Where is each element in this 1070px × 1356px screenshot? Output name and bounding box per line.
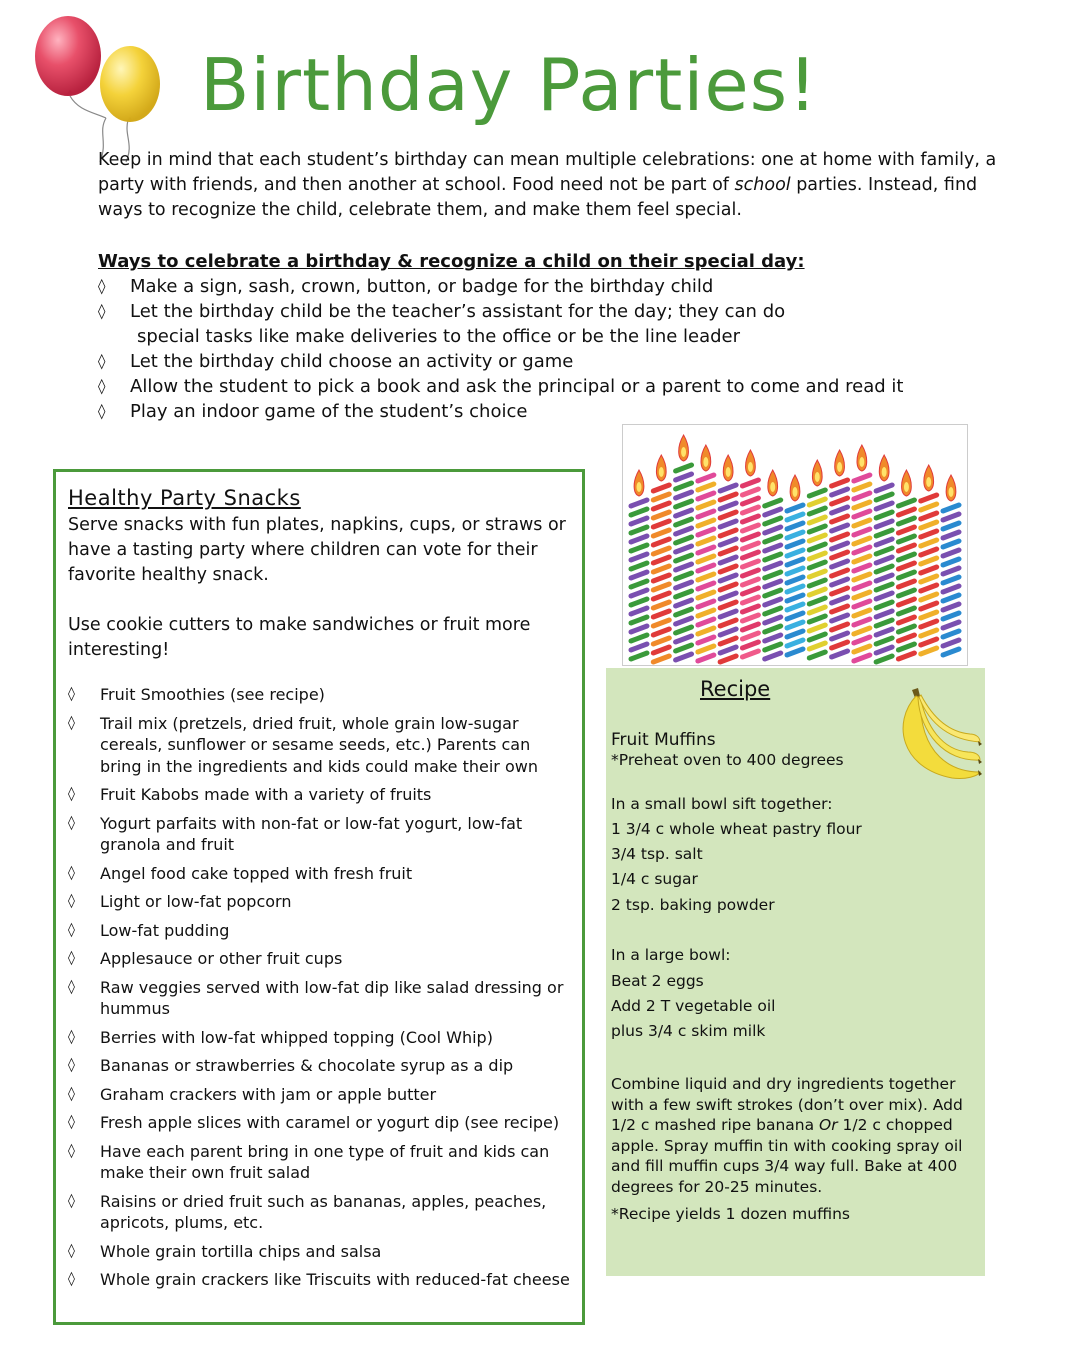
list-item: ◊ Fruit Smoothies (see recipe) bbox=[68, 684, 570, 706]
banana-icon bbox=[882, 682, 982, 786]
candle-icon bbox=[765, 470, 781, 659]
snacks-intro-2: Use cookie cutters to make sandwiches or fruit more interesting! bbox=[68, 615, 531, 660]
list-item: ◊ Raw veggies served with low-fat dip like salad dressing or hummus bbox=[68, 977, 570, 1020]
recipe-wet-item: Add 2 T vegetable oil bbox=[611, 997, 776, 1015]
list-item: ◊ Make a sign, sash, crown, button, or badge for the birthday child bbox=[98, 274, 958, 299]
list-item: ◊ Raisins or dried fruit such as bananas, apples, peaches, apricots, plums, etc. bbox=[68, 1191, 570, 1234]
candle-icon bbox=[943, 475, 959, 655]
list-item: ◊ Have each parent bring in one type of fruit and kids can make their own fruit salad bbox=[68, 1141, 570, 1184]
snacks-title: Healthy Party Snacks bbox=[68, 486, 301, 510]
candle-icon bbox=[898, 470, 914, 659]
recipe-wet-item: plus 3/4 c skim milk bbox=[611, 1022, 766, 1040]
recipe-directions: Combine liquid and dry ingredients together with a few swift strokes (don’t over mix). Add 1/2 c mashed ripe banana Or 1/2 c chopped apple. Spray muffin tin with cooking spray oil and fill muffin cups 3/4 way full. Bake at 400 degrees for 20-25 minutes. bbox=[611, 1075, 963, 1196]
intro-text-part2: parties. Instead, find ways to recognize the child, celebrate them, and make them feel special. bbox=[98, 175, 978, 220]
intro-paragraph bbox=[98, 148, 1018, 223]
candles-icon bbox=[622, 424, 968, 666]
intro-emphasis: school bbox=[734, 175, 791, 195]
candle-icon bbox=[832, 450, 848, 657]
candle-icon bbox=[787, 475, 803, 655]
recipe-preheat: *Preheat oven to 400 degrees bbox=[611, 751, 844, 769]
list-item-continuation: special tasks like make deliveries to the office or be the line leader bbox=[137, 326, 741, 347]
recipe-dry-item: 2 tsp. baking powder bbox=[611, 896, 775, 914]
candle-icon bbox=[676, 435, 692, 660]
list-item: ◊ Trail mix (pretzels, dried fruit, whole grain low-sugar cereals, sunflower or sesame seeds, etc.) Parents can bring in the ingredients and kids could make their own bbox=[68, 713, 570, 778]
balloons-icon bbox=[28, 14, 178, 164]
candle-icon bbox=[921, 465, 937, 654]
list-item: ◊ Play an indoor game of the student’s choice bbox=[98, 399, 958, 424]
list-item: ◊ Fresh apple slices with caramel or yogurt dip (see recipe) bbox=[68, 1112, 570, 1134]
list-item: ◊ Bananas or strawberries & chocolate syrup as a dip bbox=[68, 1055, 570, 1077]
recipe-title: Recipe bbox=[700, 677, 771, 701]
recipe-wet-heading: In a large bowl: bbox=[611, 946, 731, 964]
list-item: ◊ Fruit Kabobs made with a variety of fruits bbox=[68, 784, 570, 806]
recipe-name: Fruit Muffins bbox=[611, 730, 716, 750]
list-item: ◊ Let the birthday child be the teacher’s assistant for the day; they can do special tasks like make deliveries to the office or be the line leader bbox=[98, 299, 958, 349]
list-item: ◊ Low-fat pudding bbox=[68, 920, 570, 942]
list-item: ◊ Whole grain tortilla chips and salsa bbox=[68, 1241, 570, 1263]
list-item: ◊ Yogurt parfaits with non-fat or low-fat yogurt, low-fat granola and fruit bbox=[68, 813, 570, 856]
list-item: ◊ Let the birthday child choose an activity or game bbox=[98, 349, 958, 374]
page-title: Birthday Parties! bbox=[200, 43, 818, 127]
snacks-intro-1: Serve snacks with fun plates, napkins, cups, or straws or have a tasting party where children can vote for their favorite healthy snack. bbox=[68, 515, 566, 585]
candle-icon bbox=[742, 450, 758, 657]
snacks-intro bbox=[68, 513, 568, 663]
candle-icon bbox=[720, 455, 736, 662]
candle-icon bbox=[698, 445, 714, 661]
intro-text-part1: Keep in mind that each student’s birthday can mean multiple celebrations: one at home with family, a party with friends, and then another at school. Food need not be part of bbox=[98, 150, 997, 195]
recipe-yield: *Recipe yields 1 dozen muffins bbox=[611, 1205, 850, 1223]
candle-icon bbox=[809, 460, 825, 658]
list-item: ◊ Allow the student to pick a book and ask the principal or a parent to come and read it bbox=[98, 374, 958, 399]
recipe-dry-item: 1 3/4 c whole wheat pastry flour bbox=[611, 820, 862, 838]
candle-icon bbox=[653, 455, 669, 662]
ways-heading: Ways to celebrate a birthday & recognize a child on their special day: bbox=[98, 251, 805, 272]
list-item: ◊ Applesauce or other fruit cups bbox=[68, 948, 570, 970]
candle-icon bbox=[854, 445, 870, 661]
ways-list bbox=[98, 274, 958, 424]
recipe-dry-item: 1/4 c sugar bbox=[611, 870, 698, 888]
candle-icon bbox=[631, 470, 647, 659]
list-item: ◊ Light or low-fat popcorn bbox=[68, 891, 570, 913]
recipe-dry-item: 3/4 tsp. salt bbox=[611, 845, 703, 863]
recipe-wet-item: Beat 2 eggs bbox=[611, 972, 704, 990]
snacks-list bbox=[68, 684, 570, 1298]
list-item: ◊ Whole grain crackers like Triscuits with reduced-fat cheese bbox=[68, 1269, 570, 1291]
list-item: ◊ Graham crackers with jam or apple butter bbox=[68, 1084, 570, 1106]
recipe-dry-heading: In a small bowl sift together: bbox=[611, 795, 833, 813]
list-item: ◊ Angel food cake topped with fresh fruit bbox=[68, 863, 570, 885]
candle-icon bbox=[876, 455, 892, 662]
list-item: ◊ Berries with low-fat whipped topping (Cool Whip) bbox=[68, 1027, 570, 1049]
